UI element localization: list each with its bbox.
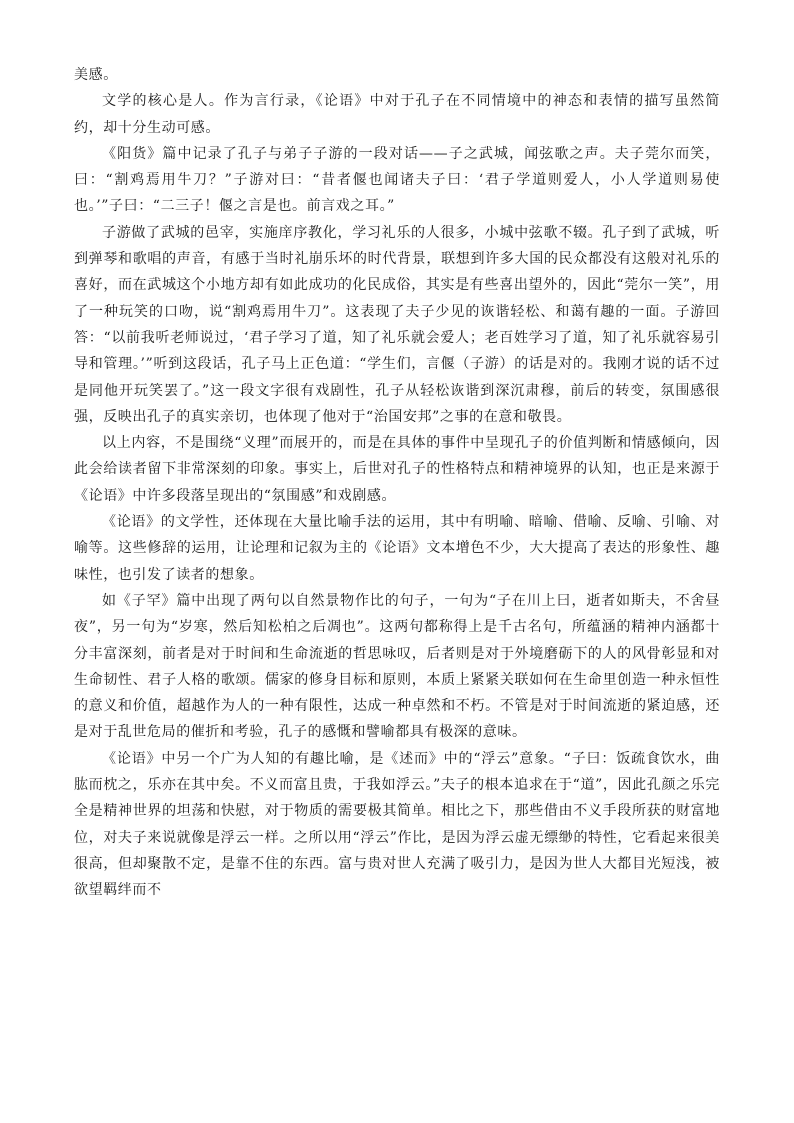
paragraph: 如《子罕》篇中出现了两句以自然景物作比的句子，一句为“子在川上曰，逝者如斯夫，不舍昼夜”，另一句为“岁寒，然后知松柏之后凋也”。这两句都称得上是千古名句，所蕴涵的精神内涵都十分丰富深刻，前者是对于时间和生命流逝的哲思咏叹，后者则是对于外境磨砺下的人的风骨彰显和对生命韧性、君子人格的歌颂。儒家的修身目标和原则，本质上紧紧关联如何在生命里创造一种永恒性的意义和价值，超越作为人的一种有限性，达成一种卓然和不朽。不管是对于时间流逝的紧迫感，还是对于乱世危局的催折和考验，孔子的感慨和譬喻都具有极深的意味。 (74, 592, 720, 741)
paragraph: 子游做了武城的邑宰，实施庠序教化，学习礼乐的人很多，小城中弦歌不辍。孔子到了武城，听到弹琴和歌唱的声音，有感于当时礼崩乐坏的时代背景，联想到许多大国的民众都没有这般对礼乐的喜好，而在武城这个小地方却有如此成功的化民成俗，其实是有些喜出望外的，因此“莞尔一笑”，用了一种玩笑的口吻，说“割鸡焉用牛刀”。这表现了夫子少见的诙谐轻松、和蔼有趣的一面。子游回答：“以前我听老师说过，‘君子学习了道，知了礼乐就会爱人；老百姓学习了道，知了礼乐就容易引导和管理。’”听到这段话，孔子马上正色道：“学生们，言偃（子游）的话是对的。我刚才说的话不过是同他开玩笑罢了。”这一段文字很有戏剧性，孔子从轻松诙谐到深沉肃穆，前后的转变，氛围感很强，反映出孔子的真实亲切，也体现了他对于“治国安邦”之事的在意和敬畏。 (74, 224, 720, 425)
paragraph: 《阳货》篇中记录了孔子与弟子子游的一段对话——子之武城，闻弦歌之声。夫子莞尔而笑，曰：“割鸡焉用牛刀？”子游对曰：“昔者偃也闻诸夫子曰：‘君子学道则爱人，小人学道则易使也。’”子曰：“二三子！偃之言是也。前言戏之耳。” (74, 145, 720, 215)
paragraph: 《论语》的文学性，还体现在大量比喻手法的运用，其中有明喻、暗喻、借喻、反喻、引喻、对喻等。这些修辞的运用，让论理和记叙为主的《论语》文本增色不少，大大提高了表达的形象性、趣味性，也引发了读者的想象。 (74, 514, 720, 583)
paragraph: 《论语》中另一个广为人知的有趣比喻，是《述而》中的“浮云”意象。“子曰：饭疏食饮水，曲肱而枕之，乐亦在其中矣。不义而富且贵，于我如浮云。”夫子的根本追求在于“道”，因此孔颜之乐完全是精神世界的坦荡和快慰，对于物质的需要极其简单。相比之下，那些借由不义手段所获的财富地位，对夫子来说就像是浮云一样。之所以用“浮云”作比，是因为浮云虚无缥缈的特性，它看起来很美很高，但却聚散不定，是靠不住的东西。富与贵对世人充满了吸引力，是因为世人大都目光短浅，被欲望羁绊而不 (74, 750, 720, 899)
paragraph: 以上内容，不是围绕“义理”而展开的，而是在具体的事件中呈现孔子的价值判断和情感倾向，因此会给读者留下非常深刻的印象。事实上，后世对孔子的性格特点和精神境界的认知，也正是来源于《论语》中许多段落呈现出的“氛围感”和戏剧感。 (74, 435, 720, 504)
document-body (74, 62, 720, 904)
paragraph-continuation: 美感。 (74, 67, 118, 83)
paragraph: 文学的核心是人。作为言行录，《论语》中对于孔子在不同情境中的神态和表情的描写虽然简约，却十分生动可感。 (74, 93, 720, 136)
